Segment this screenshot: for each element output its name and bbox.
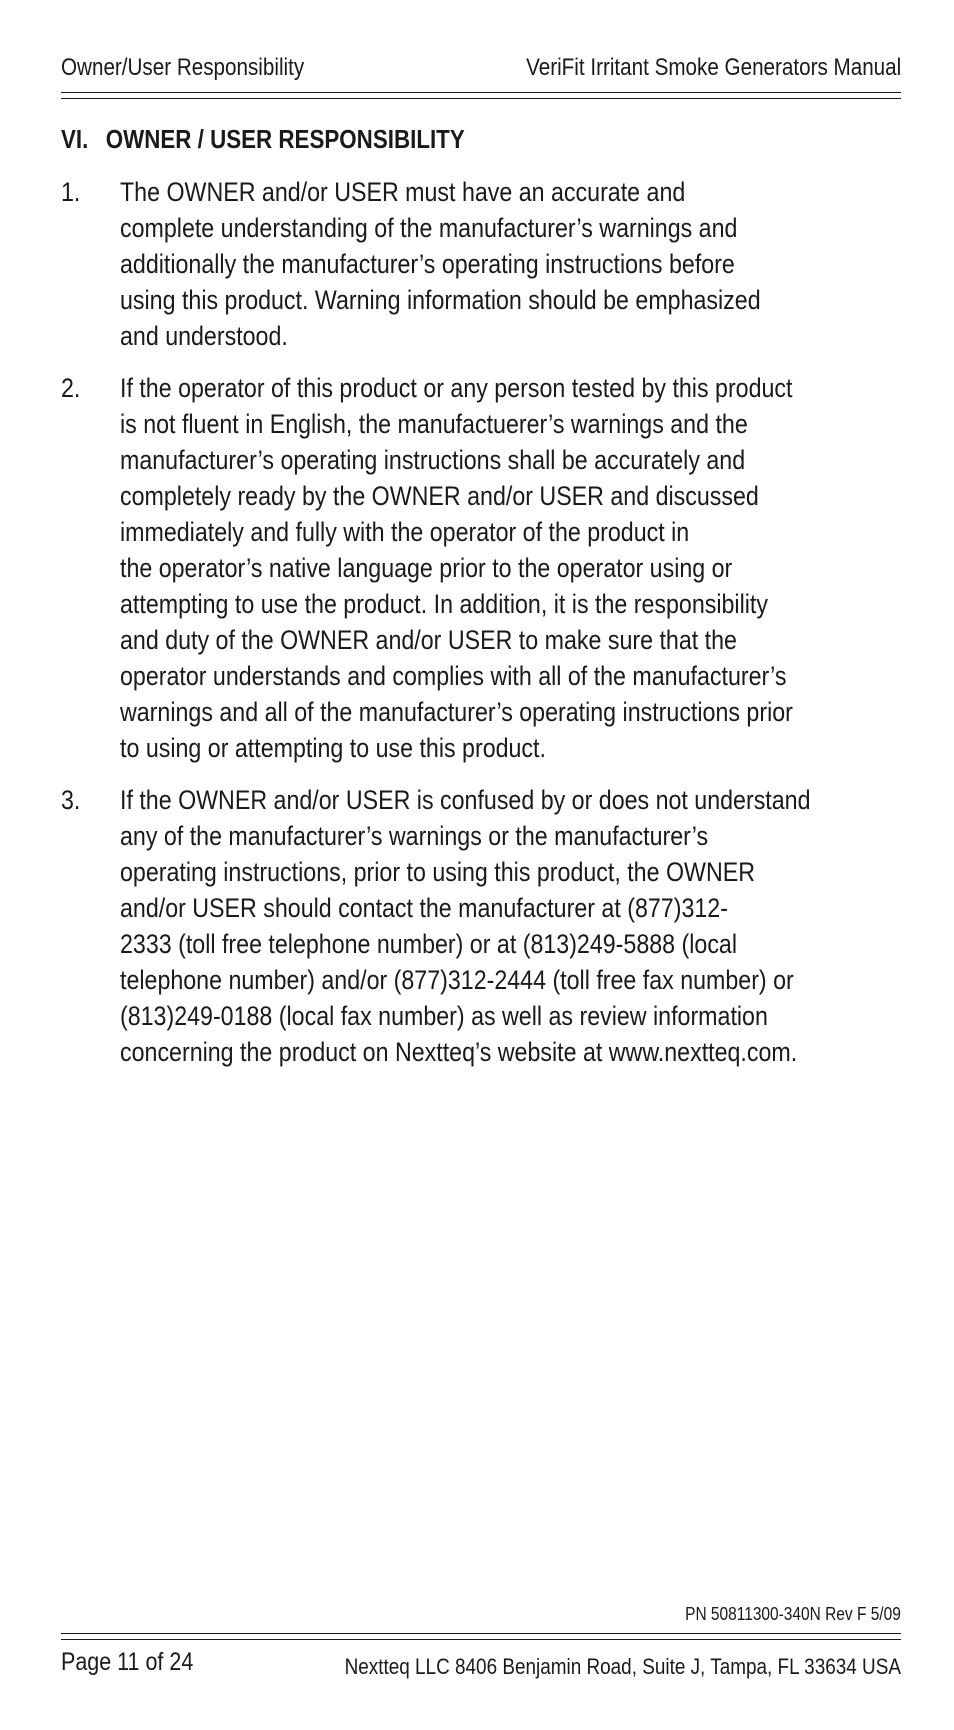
company-address: Nextteq LLC 8406 Benjamin Road, Suite J, Tampa, FL 33634 USA bbox=[344, 1654, 901, 1679]
list-item-number: 1. bbox=[61, 177, 81, 207]
text-line: additionally the manufacturer’s operating instructions before bbox=[120, 249, 735, 279]
text-line: If the operator of this product or any person tested by this product bbox=[120, 373, 793, 403]
running-header bbox=[61, 54, 901, 82]
section-number: VI. bbox=[61, 124, 89, 154]
text-line: and understood. bbox=[120, 321, 288, 351]
text-line: If the OWNER and/or USER is confused by or does not understand bbox=[120, 785, 811, 815]
text-line: The OWNER and/or USER must have an accurate and bbox=[120, 177, 686, 207]
text-line: and/or USER should contact the manufacturer at (877)312- bbox=[120, 893, 728, 923]
text-line: the operator’s native language prior to the operator using or bbox=[120, 553, 733, 583]
text-line: operator understands and complies with all of the manufacturer’s bbox=[120, 661, 787, 691]
text-line: manufacturer’s operating instructions shall be accurately and bbox=[120, 445, 746, 475]
header-chapter-title: Owner/User Responsibility bbox=[61, 54, 305, 81]
text-line: any of the manufacturer’s warnings or the manufacturer’s bbox=[120, 821, 709, 851]
page-number: Page 11 of 24 bbox=[61, 1648, 194, 1676]
text-line: 2333 (toll free telephone number) or at (813)249-5888 (local bbox=[120, 929, 738, 959]
list-item-number: 3. bbox=[61, 785, 81, 815]
text-line: to using or attempting to use this product. bbox=[120, 733, 546, 763]
header-manual-title: VeriFit Irritant Smoke Generators Manual bbox=[526, 54, 902, 81]
manual-page bbox=[61, 0, 901, 1730]
list-item bbox=[61, 370, 901, 766]
list-item-number: 2. bbox=[61, 373, 81, 403]
header-divider bbox=[61, 92, 901, 99]
text-line: using this product. Warning information should be emphasized bbox=[120, 285, 761, 315]
section-heading bbox=[61, 124, 465, 155]
list-item-text bbox=[120, 174, 900, 354]
text-line: is not fluent in English, the manufactuerer’s warnings and the bbox=[120, 409, 748, 439]
text-line: and duty of the OWNER and/or USER to make sure that the bbox=[120, 625, 737, 655]
text-line: operating instructions, prior to using this product, the OWNER bbox=[120, 857, 755, 887]
text-line: complete understanding of the manufacturer’s warnings and bbox=[120, 213, 738, 243]
section-title: OWNER / USER RESPONSIBILITY bbox=[105, 124, 465, 154]
list-item bbox=[61, 782, 901, 1070]
text-line: telephone number) and/or (877)312-2444 (toll free fax number) or bbox=[120, 965, 794, 995]
text-line: concerning the product on Nextteq’s website at www.nextteq.com. bbox=[120, 1037, 798, 1067]
responsibility-list bbox=[61, 174, 901, 1086]
text-line: immediately and fully with the operator of the product in bbox=[120, 517, 690, 547]
text-line: completely ready by the OWNER and/or USER and discussed bbox=[120, 481, 759, 511]
text-line: attempting to use the product. In addition, it is the responsibility bbox=[120, 589, 768, 619]
text-line: (813)249-0188 (local fax number) as well as review information bbox=[120, 1001, 768, 1031]
footer-divider bbox=[61, 1633, 901, 1640]
list-item-text bbox=[120, 370, 900, 766]
text-line: warnings and all of the manufacturer’s operating instructions prior bbox=[120, 697, 793, 727]
list-item bbox=[61, 174, 901, 354]
part-number: PN 50811300-340N Rev F 5/09 bbox=[685, 1604, 901, 1624]
list-item-text bbox=[120, 782, 900, 1070]
